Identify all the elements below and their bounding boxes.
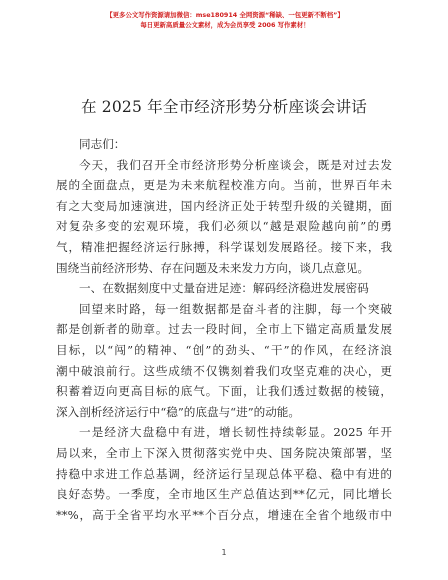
paragraph-line: 局以来，全市上下深入贯彻落实党中央、国务院决策部署，坚 xyxy=(56,445,392,460)
paragraph-line: **%，高于全省平均水平**个百分点，增速在全省个地级市中 xyxy=(56,507,392,522)
paragraph-line: 积蓄着迈向更高目标的底气。下面，让我们透过数据的棱镜， xyxy=(56,384,392,399)
promo-banner-line-1: 【更多公文写作资源请加微信：mse180914 全网资源“稀缺、一包更新不断档”】 xyxy=(106,11,344,19)
paragraph-line: 有之大变局加速演进，国内经济正处于转型升级的关键期，面 xyxy=(56,198,392,213)
paragraph-line: 都是创新者的勋章。过去一段时间，全市上下锚定高质量发展 xyxy=(56,322,392,337)
promo-banner-line-2: 每日更新高质量公文素材，成为会员享受 2006 写作素材！ xyxy=(140,21,310,29)
paragraph-line: 围绕当前经济形势、存在问题及未来发力方向，谈几点意见。 xyxy=(56,260,370,275)
paragraph-line: 一是经济大盘稳中有进，增长韧性持续彰显。2025 年开 xyxy=(79,425,392,440)
paragraph-line: 良好态势。一季度，全市地区生产总值达到**亿元，同比增长 xyxy=(56,487,392,502)
document-body xyxy=(56,134,392,525)
paragraph-line: 潮中破浪前行。这些成绩不仅镌刻着我们攻坚克难的决心，更 xyxy=(56,363,392,378)
document-title: 在 2025 年全市经济形势分析座谈会讲话 xyxy=(80,98,367,116)
paragraph-line: 深入剖析经济运行中“稳”的底盘与“进”的动能。 xyxy=(56,404,300,419)
page-number: 1 xyxy=(221,548,227,557)
paragraph-line: 目标，以“闯”的精神、“创”的劲头、“干”的作风，在经济浪 xyxy=(56,342,392,357)
paragraph-line: 气，精准把握经济运行脉搏，科学谋划发展路径。接下来，我 xyxy=(56,239,392,254)
promo-banner xyxy=(60,10,390,30)
greeting-line: 同志们： xyxy=(79,137,126,151)
paragraph-line: 持稳中求进工作总基调，经济运行呈现总体平稳、稳中有进的 xyxy=(56,466,392,481)
paragraph-line: 对复杂多变的宏观环境，我们必须以“越是艰险越向前”的勇 xyxy=(56,219,392,234)
paragraph-line: 回望来时路，每一组数据都是奋斗者的注脚，每一个突破 xyxy=(79,301,392,316)
paragraph-line: 展的全面盘点，更是为未来航程校准方向。当前，世界百年未 xyxy=(56,178,392,193)
paragraph-line: 今天，我们召开全市经济形势分析座谈会，既是对过去发 xyxy=(79,157,392,172)
section-heading: 一、在数据刻度中丈量奋进足迹：解码经济稳进发展密码 xyxy=(79,281,369,296)
